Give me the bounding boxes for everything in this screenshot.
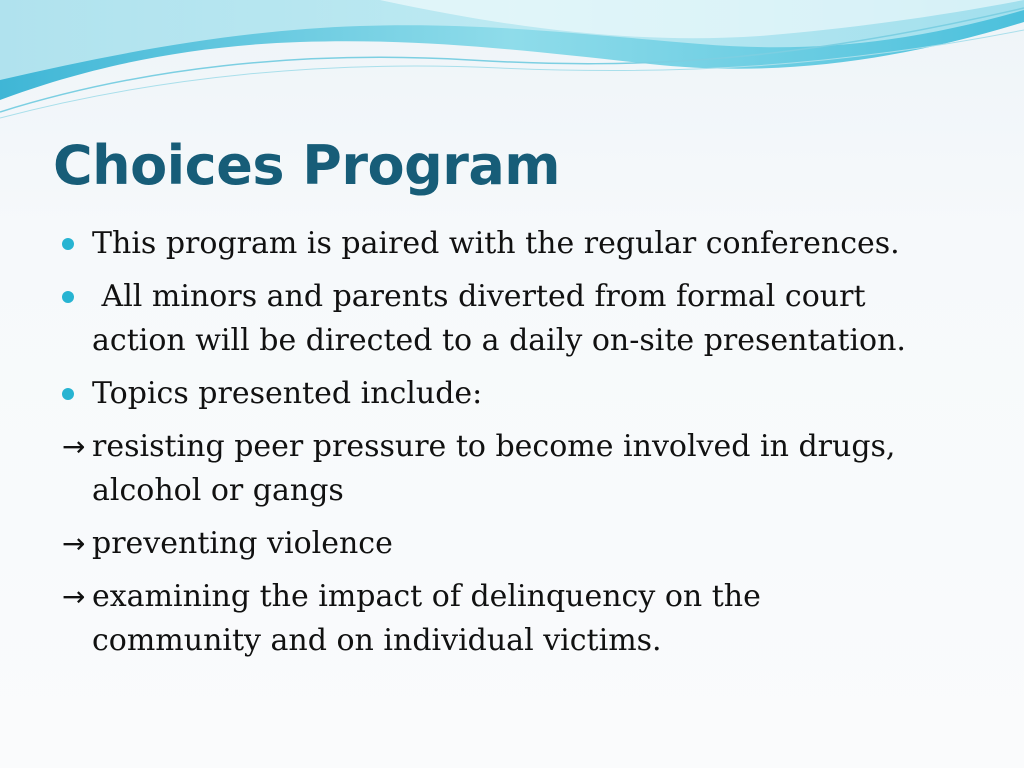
arrow-right-icon: → <box>62 527 86 560</box>
dot-bullet-icon <box>62 388 74 400</box>
topic-item <box>62 522 982 566</box>
slide-content <box>62 222 982 672</box>
slide-title: Choices Program <box>53 134 561 197</box>
bullet-item <box>62 372 982 416</box>
dot-bullet-icon <box>62 291 74 303</box>
bullet-text-line1: All minors and parents diverted from formal court <box>92 279 866 314</box>
bullet-text: This program is paired with the regular conferences. <box>92 226 900 261</box>
bullet-item <box>62 222 982 266</box>
topic-text-line2: alcohol or gangs <box>92 473 344 508</box>
topic-text-line1: preventing violence <box>92 526 393 561</box>
arrow-right-icon: → <box>62 580 86 613</box>
topic-text-line1: resisting peer pressure to become involved in drugs, <box>92 429 896 464</box>
topic-item <box>62 425 982 513</box>
topic-text-line2: community and on individual victims. <box>92 623 662 658</box>
topic-item <box>62 575 982 663</box>
bullet-item <box>62 275 982 363</box>
dot-bullet-icon <box>62 238 74 250</box>
topic-text-line1: examining the impact of delinquency on the <box>92 579 761 614</box>
arrow-right-icon: → <box>62 430 86 463</box>
bullet-text: Topics presented include: <box>92 376 483 411</box>
bullet-text-line2: action will be directed to a daily on-site presentation. <box>92 323 906 358</box>
wave-decoration <box>0 0 1024 130</box>
